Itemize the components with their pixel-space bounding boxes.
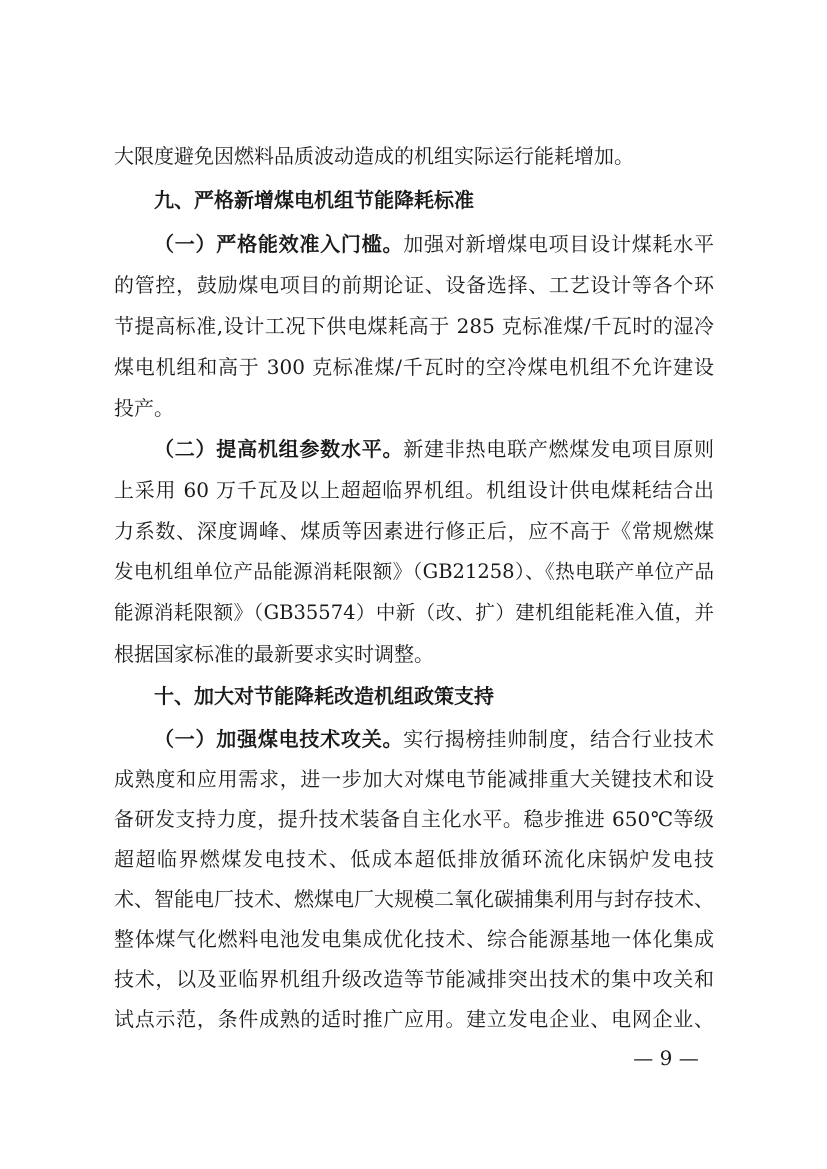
section-heading: 十、加大对节能降耗改造机组政策支持 — [154, 684, 494, 708]
paragraph-line: 术、智能电厂技术、燃煤电厂大规模二氧化碳捕集利用与封存技术、 — [114, 887, 714, 911]
paragraph-line: 的管控，鼓励煤电项目的前期论证、设备选择、工艺设计等各个环 — [114, 273, 714, 297]
subsection-lead: （二）提高机组参数水平。 — [154, 437, 404, 461]
subsection-lead: （一）加强煤电技术攻关。 — [154, 727, 404, 751]
paragraph-line: 大限度避免因燃料品质波动造成的机组实际运行能耗增加。 — [114, 144, 634, 168]
paragraph-line: 备研发支持力度，提升技术装备自主化水平。稳步推进 650℃等级 — [114, 807, 714, 831]
paragraph-line — [154, 725, 714, 753]
paragraph-text: 新建非热电联产燃煤发电项目原则 — [403, 437, 715, 461]
paragraph-line: 根据国家标准的最新要求实时调整。 — [114, 642, 434, 666]
paragraph-line: 力系数、深度调峰、煤质等因素进行修正后，应不高于《常规燃煤 — [114, 519, 714, 543]
paragraph-line — [154, 435, 714, 463]
paragraph-line: 发电机组单位产品能源消耗限额》（GB21258）、《热电联产单位产品 — [114, 560, 714, 583]
paragraph-line: 整体煤气化燃料电池发电集成优化技术、综合能源基地一体化集成 — [114, 927, 714, 951]
paragraph-line: 能源消耗限额》（GB35574）中新（改、扩）建机组能耗准入值，并 — [114, 601, 714, 624]
section-heading: 九、严格新增煤电机组节能降耗标准 — [154, 188, 474, 212]
paragraph-line: 煤电机组和高于 300 克标准煤/千瓦时的空冷煤电机组不允许建设 — [114, 355, 714, 379]
paragraph-line: 投产。 — [114, 396, 174, 420]
paragraph-line: 节提高标准,设计工况下供电煤耗高于 285 克标准煤/千瓦时的湿冷 — [114, 314, 714, 338]
paragraph-line — [154, 230, 714, 258]
paragraph-line: 技术，以及亚临界机组升级改造等节能减排突出技术的集中攻关和 — [114, 967, 714, 991]
paragraph-text: 加强对新增煤电项目设计煤耗水平 — [403, 232, 715, 256]
paragraph-line: 成熟度和应用需求，进一步加大对煤电节能减排重大关键技术和设 — [114, 767, 714, 791]
paragraph-text: 实行揭榜挂帅制度，结合行业技术 — [403, 727, 715, 751]
page-number: — 9 — — [633, 1046, 699, 1070]
paragraph-line: 上采用 60 万千瓦及以上超超临界机组。机组设计供电煤耗结合出 — [114, 478, 714, 502]
subsection-lead: （一）严格能效准入门槛。 — [154, 232, 404, 256]
paragraph-line: 试点示范，条件成熟的适时推广应用。建立发电企业、电网企业、 — [114, 1007, 714, 1031]
paragraph-line: 超超临界燃煤发电技术、低成本超低排放循环流化床锅炉发电技 — [114, 847, 714, 871]
